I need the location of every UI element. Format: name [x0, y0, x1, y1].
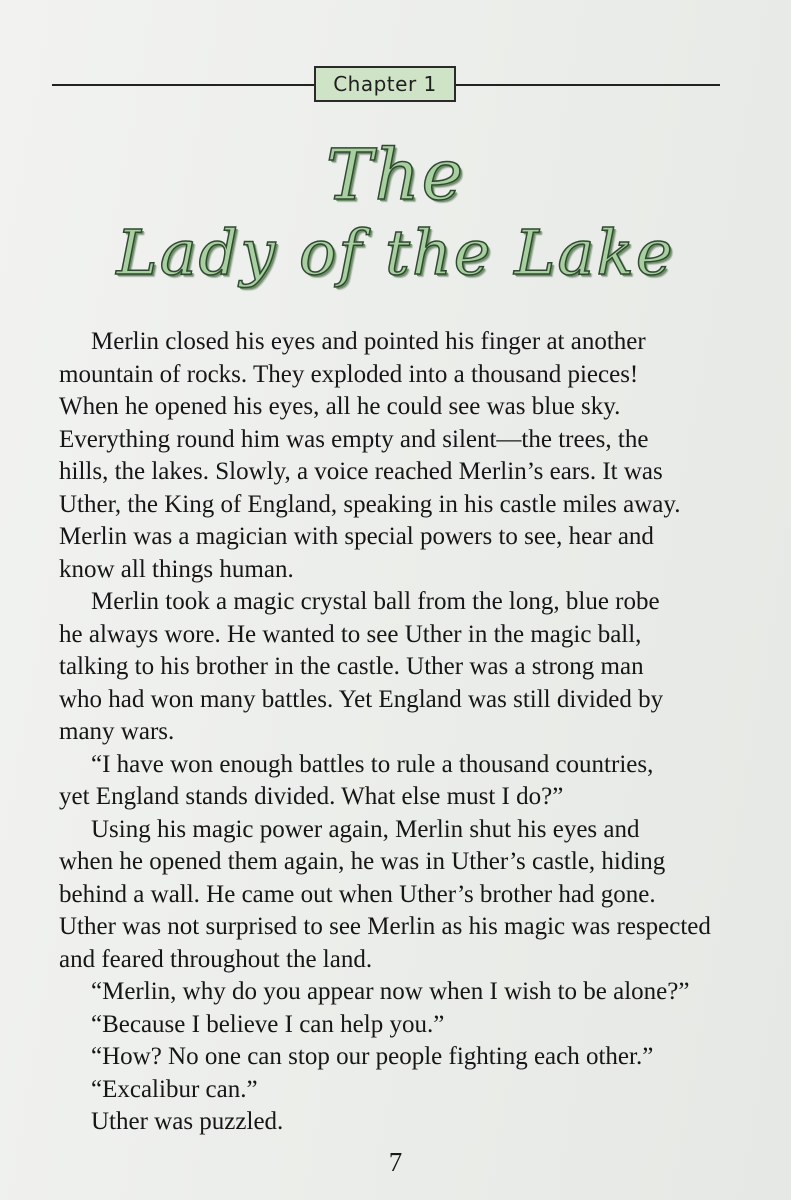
text-line: many wars.	[59, 718, 175, 745]
text-line: When he opened his eyes, all he could see was blue sky.	[59, 393, 621, 420]
text-line: mountain of rocks. They exploded into a thousand pieces!	[59, 360, 639, 388]
text-line: Merlin was a magician with special powers to see, hear and	[59, 523, 654, 550]
body-text	[59, 326, 713, 1139]
text-line: “Excalibur can.”	[91, 1075, 258, 1103]
page-number: 7	[388, 1147, 403, 1177]
text-line: yet England stands divided. What else must I do?”	[59, 783, 564, 810]
text-line: know all things human.	[59, 555, 294, 583]
text-line: talking to his brother in the castle. Uther was a strong man	[59, 653, 644, 680]
text-line: Everything round him was empty and silent—the trees, the	[59, 425, 649, 453]
text-line: Merlin closed his eyes and pointed his finger at another	[91, 328, 646, 355]
text-line: “I have won enough battles to rule a thousand countries,	[91, 750, 654, 778]
text-line: Uther was not surprised to see Merlin as his magic was respected	[59, 913, 711, 940]
chapter-label: Chapter 1	[314, 66, 456, 102]
text-line: Using his magic power again, Merlin shut his eyes and	[91, 815, 640, 843]
text-line: “How? No one can stop our people fighting each other.”	[91, 1043, 654, 1070]
text-line: Merlin took a magic crystal ball from the long, blue robe	[91, 588, 660, 615]
text-line: Uther was puzzled.	[91, 1108, 284, 1135]
text-line: Uther, the King of England, speaking in his castle miles away.	[59, 490, 681, 518]
text-line: behind a wall. He came out when Uther’s brother had gone.	[59, 880, 656, 908]
text-line: and feared throughout the land.	[59, 945, 373, 973]
text-line: “Because I believe I can help you.”	[91, 1010, 445, 1038]
text-line: when he opened them again, he was in Uther’s castle, hiding	[59, 848, 666, 875]
text-line: “Merlin, why do you appear now when I wish to be alone?”	[91, 978, 690, 1005]
text-line: hills, the lakes. Slowly, a voice reached Merlin’s ears. It was	[59, 458, 663, 485]
text-line: he always wore. He wanted to see Uther in the magic ball,	[59, 620, 642, 648]
text-line: who had won many battles. Yet England was still divided by	[59, 685, 664, 713]
chapter-title-line-2: Lady of the Lake	[116, 216, 675, 289]
chapter-title-line-1: The	[325, 134, 466, 216]
